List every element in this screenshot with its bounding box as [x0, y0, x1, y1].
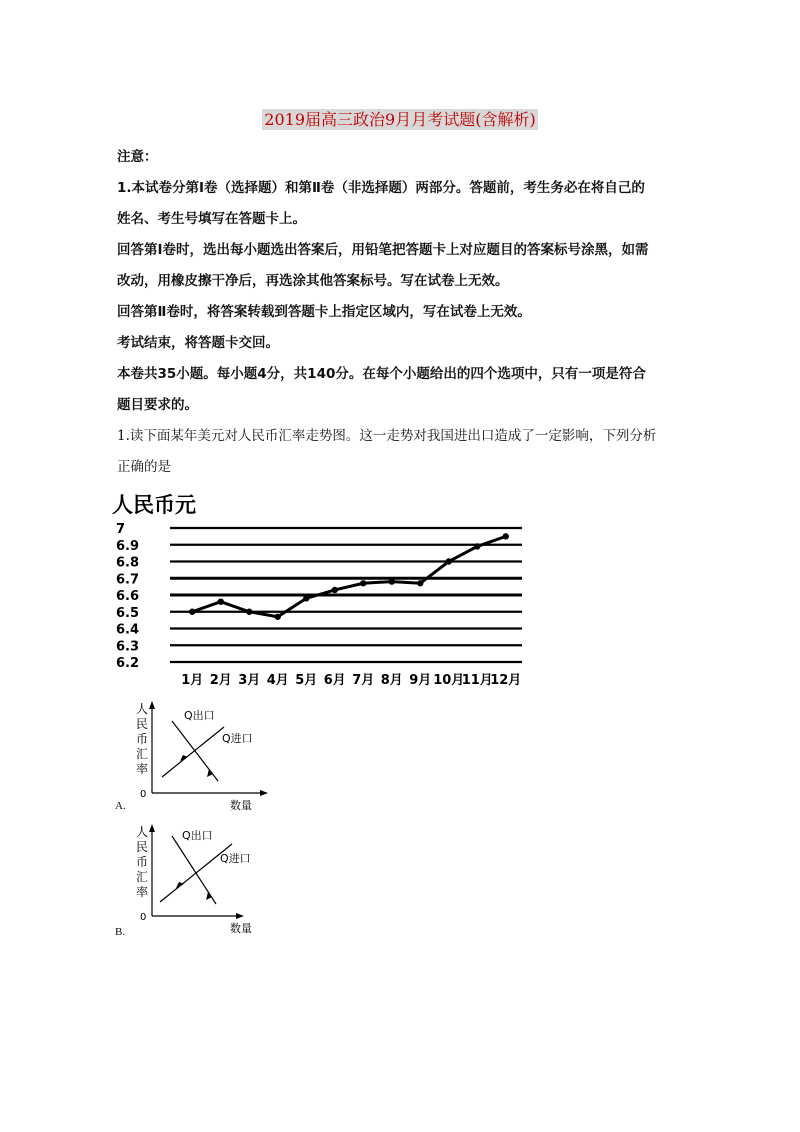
- y-axis-label-char: 汇: [136, 870, 149, 884]
- y-axis-label-char: 币: [136, 855, 149, 869]
- x-axis-label: 数量: [230, 922, 252, 935]
- y-axis-label-char: 汇: [136, 747, 149, 761]
- data-point: [417, 580, 423, 586]
- x-tick-label: 4月: [266, 673, 289, 688]
- data-point: [503, 533, 509, 539]
- x-tick-label: 2月: [209, 673, 232, 688]
- question-1-stem: 1.读下面某年美元对人民币汇率走势图。这一走势对我国进出口造成了一定影响，下列分析: [117, 428, 657, 444]
- data-point: [303, 595, 309, 601]
- data-point: [189, 609, 195, 615]
- export-label: Q出口: [182, 829, 213, 842]
- x-tick-label: 7月: [352, 673, 375, 688]
- y-tick-label: 6.5: [116, 605, 140, 621]
- data-point: [218, 599, 224, 605]
- data-point: [275, 614, 281, 620]
- y-tick-label: 6.6: [116, 589, 140, 604]
- option-a-diagram: [112, 697, 272, 817]
- origin-label: 0: [140, 912, 147, 923]
- page-title: 2019届高三政治9月月考试题(含解析): [264, 110, 536, 129]
- y-tick-label: 6.3: [116, 639, 140, 655]
- y-axis-label-char: 币: [136, 732, 149, 746]
- import-label: Q进口: [220, 852, 251, 865]
- y-axis-label-char: 民: [136, 717, 149, 731]
- notice-line-5b: 题目要求的。: [117, 397, 198, 413]
- x-axis-label: 数量: [230, 799, 252, 812]
- export-label: Q出口: [184, 709, 215, 722]
- x-tick-label: 8月: [380, 673, 403, 688]
- notice-line-3: 回答第Ⅱ卷时，将答案转载到答题卡上指定区域内，写在试卷上无效。: [117, 304, 531, 320]
- x-tick-label: 5月: [295, 673, 318, 688]
- y-tick-label: 6.2: [116, 656, 140, 671]
- x-tick-label: 10月: [433, 673, 465, 688]
- x-tick-label: 12月: [490, 673, 522, 688]
- data-point: [360, 580, 366, 586]
- import-line: [162, 727, 224, 777]
- y-tick-label: 6.8: [116, 555, 140, 571]
- data-point: [389, 578, 395, 584]
- series-line: [192, 536, 506, 616]
- notice-line-2a: 回答第Ⅰ卷时，选出每小题选出答案后，用铅笔把答题卡上对应题目的答案标号涂黑，如需: [117, 242, 649, 258]
- x-tick-label: 11月: [461, 673, 493, 688]
- y-axis-label-char: 人: [136, 825, 149, 839]
- x-tick-label: 6月: [323, 673, 346, 688]
- option-a-label: A.: [115, 800, 126, 812]
- x-tick-label: 9月: [409, 673, 432, 688]
- y-tick-label: 7: [116, 522, 126, 537]
- data-point: [446, 558, 452, 564]
- data-point: [474, 543, 480, 549]
- notice-heading: 注意：: [117, 149, 158, 165]
- chart-title: 人民币元: [112, 493, 196, 517]
- x-tick-label: 3月: [238, 673, 261, 688]
- notice-line-1b: 姓名、考生号填写在答题卡上。: [117, 211, 306, 227]
- x-tick-label: 1月: [181, 673, 204, 688]
- import-label: Q进口: [222, 732, 253, 745]
- option-b-label: B.: [115, 926, 126, 938]
- question-1-stem-cont: 正确的是: [117, 459, 171, 475]
- y-axis-label-char: 率: [136, 762, 149, 776]
- option-b-diagram: [112, 820, 272, 940]
- y-tick-label: 6.9: [116, 538, 140, 554]
- notice-line-4: 考试结束，将答题卡交回。: [117, 335, 279, 351]
- y-axis-label-char: 人: [136, 702, 149, 716]
- notice-line-2b: 改动，用橡皮擦干净后，再选涂其他答案标号。写在试卷上无效。: [117, 273, 509, 289]
- data-point: [332, 587, 338, 593]
- exchange-rate-chart: [108, 490, 548, 690]
- notice-line-1a: 1.本试卷分第Ⅰ卷（选择题）和第Ⅱ卷（非选择题）两部分。答题前，考生务必在将自己的: [117, 180, 645, 196]
- origin-label: 0: [140, 789, 147, 800]
- notice-line-5a: 本卷共35小题。每小题4分，共140分。在每个小题给出的四个选项中，只有一项是符合: [117, 366, 646, 382]
- y-axis-label-char: 率: [136, 885, 149, 899]
- y-tick-label: 6.7: [116, 572, 140, 588]
- y-tick-label: 6.4: [116, 622, 140, 638]
- data-point: [246, 609, 252, 615]
- y-axis-label-char: 民: [136, 840, 149, 854]
